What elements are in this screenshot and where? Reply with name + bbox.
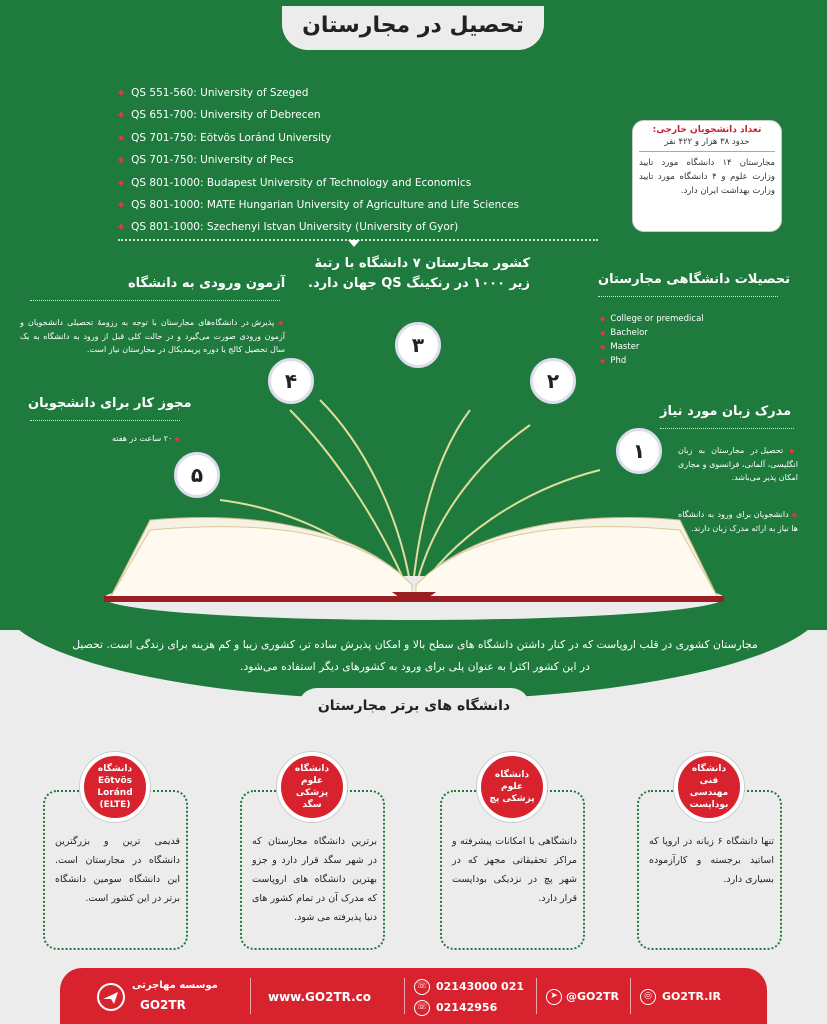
phone-icon: ☏	[414, 1000, 430, 1016]
card-text: قدیمی ترین و بزرگترین دانشگاه در مجارستان است. این دانشگاه سومین دانشگاه برتر در این کشور است.	[55, 836, 180, 904]
work-text-content: ۲۰ ساعت در هفته	[112, 434, 173, 443]
divider-arrow-icon	[348, 240, 360, 247]
footer-divider	[536, 978, 537, 1014]
language-heading: مدرک زبان مورد نیاز	[660, 404, 792, 419]
brand-name-fa: موسسه مهاجرتی	[132, 980, 218, 991]
card-text: برترین دانشگاه مجارستان که در شهر سگد قرار دارد و جزو بهترین دانشگاه های اروپاست که مدرک آن در تمام کشور های دنیا پذیرفته می شود.	[252, 836, 377, 923]
ranking-item: ◆ QS 701-750: University of Pecs	[118, 149, 548, 171]
telegram-icon: ➤	[546, 989, 562, 1005]
phone-number-2[interactable]: 02142956	[436, 1001, 498, 1014]
telegram-handle[interactable]: @GO2TR	[566, 990, 620, 1003]
university-badge: دانشگاه فنی مهندسی بوداپست	[674, 752, 744, 822]
bullet-icon	[274, 318, 285, 327]
degrees-heading-line	[598, 296, 778, 297]
brand-name-en: GO2TR	[140, 998, 186, 1012]
degree-item: ◆ Bachelor	[600, 326, 704, 340]
step-circle-5: ۵	[174, 452, 220, 498]
degree-item: ◆ College or premedical	[600, 312, 704, 326]
language-item-text: دانشجویان برای ورود به دانشگاه ها نیاز به ارائه مدرک زبان دارند.	[678, 510, 798, 533]
footer-bar	[60, 968, 767, 1024]
step-circle-3: ۳	[395, 322, 441, 368]
ranking-item: ◆ QS 551-560: University of Szeged	[118, 82, 548, 104]
degree-item: ◆ Phd	[600, 354, 704, 368]
intl-students-value: حدود ۳۸ هزار و ۴۲۲ نفر	[664, 137, 750, 147]
ranking-item: ◆ QS 801-1000: MATE Hungarian University of Agriculture and Life Sciences	[118, 194, 548, 216]
footer-divider	[404, 978, 405, 1014]
ranking-item: ◆ QS 651-700: University of Debrecen	[118, 104, 548, 126]
website-link[interactable]: www.GO2TR.co	[268, 990, 372, 1004]
intl-students-note: مجارستان ۱۴ دانشگاه مورد تایید وزارت علوم و ۴ دانشگاه مورد تایید وزارت بهداشت ایران دارد.	[639, 158, 775, 196]
page-title: تحصیل در مجارستان	[302, 13, 524, 38]
phone-icon: ☏	[414, 979, 430, 995]
instagram-icon: ◎	[640, 989, 656, 1005]
degrees-heading: تحصیلات دانشگاهی مجارستان	[598, 272, 791, 287]
university-badge: دانشگاه علوم پزشکی پچ	[477, 752, 547, 822]
card-text: دانشگاهی با امکانات پیشرفته و مراکز تحقیقاتی مجهز که در شهر پچ در نزدیکی بوداپست قرار دارد.	[452, 836, 577, 904]
degree-item: ◆ Master	[600, 340, 704, 354]
ranking-item: ◆ QS 701-750: Eötvös Loránd University	[118, 127, 548, 149]
step-circle-4: ۴	[268, 358, 314, 404]
university-badge: دانشگاه Eötvös Loránd (ELTE)	[80, 752, 150, 822]
rankings-list	[118, 82, 548, 239]
intl-students-box	[632, 120, 782, 232]
divider	[639, 151, 775, 152]
instagram-handle[interactable]: GO2TR.IR	[662, 990, 721, 1003]
ranking-item: ◆ QS 801-1000: Szechenyi Istvan University (University of Gyor)	[118, 216, 548, 238]
phone-number-1[interactable]: 02143000 021	[436, 980, 525, 993]
footer-divider	[250, 978, 251, 1014]
exam-heading-line	[30, 300, 280, 301]
card-text: تنها دانشگاه ۶ زبانه در اروپا که اساتید برجسته و کارآزموده بسیاری دارد.	[649, 836, 774, 885]
title-tab	[282, 6, 544, 50]
exam-text-content: پذیرش در دانشگاه‌های مجارستان با توجه به رزومهٔ تحصیلی دانشجویان و آزمون ورودی صورت می‌گیرد و در حالت کلی قبل از ورود به دانشگاه به یک سال تحصیل کالج یا دوره پریمدیکال در مجارستان نیاز است.	[20, 318, 285, 354]
exam-text	[20, 316, 285, 356]
language-item-text: تحصیل در مجارستان به زبان انگلیسی، آلمانی، فرانسوی و مجاری امکان پذیر می‌باشد.	[678, 446, 798, 482]
center-heading: کشور مجارستان ۷ دانشگاه با رتبهٔ زیر ۱۰۰۰ در رنکینگ QS جهان دارد.	[308, 256, 530, 291]
top-unis-title: دانشگاه های برتر مجارستان	[317, 698, 511, 714]
open-book-illustration	[0, 370, 827, 620]
ranking-item: ◆ QS 801-1000: Budapest University of Technology and Economics	[118, 172, 548, 194]
footer-divider	[630, 978, 631, 1014]
exam-heading: آزمون ورودی به دانشگاه	[128, 276, 286, 291]
brand-logo-icon	[96, 982, 126, 1012]
step-circle-2: ۲	[530, 358, 576, 404]
university-badge: دانشگاه علوم پزشکی سگد	[277, 752, 347, 822]
work-heading: مجوز کار برای دانشجویان	[28, 396, 192, 411]
top-unis-tab	[298, 688, 530, 726]
intl-students-label: تعداد دانشجویان خارجی:	[652, 125, 762, 135]
description-text: مجارستان کشوری در قلب اروپاست که در کنار داشتن دانشگاه های سطح بالا و امکان پذیرش ساده تر، کشوری زیبا و کم هزینه برای زندگی است. تحصیل در این کشور اکثرا به عنوان پلی برای ورود به کشورهای دیگر استفاده می‌شود.	[72, 638, 758, 673]
step-circle-1: ۱	[616, 428, 662, 474]
degrees-list	[600, 312, 704, 368]
